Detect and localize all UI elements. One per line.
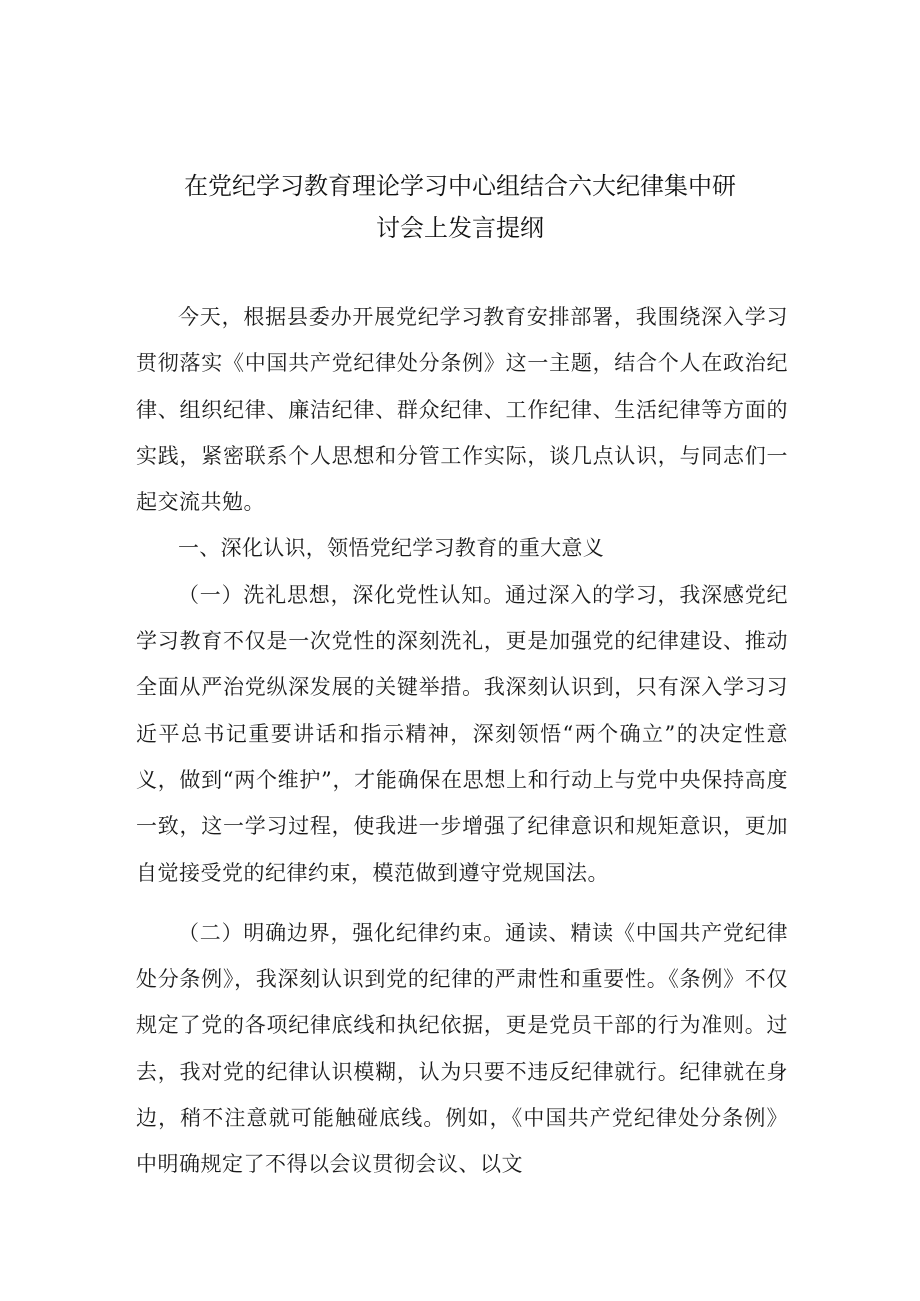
document-title [100, 165, 820, 249]
section-1-paragraph-1: （一）洗礼思想，深化党性认知。通过深入的学习，我深感党纪学习教育不仅是一次党性的深刻洗礼，更是加强党的纪律建设、推动全面从严治党纵深发展的关键举措。我深刻认识到，只有深入学习习近平总书记重要讲话和指示精神，深刻领悟“两个确立”的决定性意义，做到“两个维护”，才能确保在思想上和行动上与党中央保持高度一致，这一学习过程，使我进一步增强了纪律意识和规矩意识，更加自觉接受党的纪律约束，模范做到遵守党规国法。 [136, 582, 788, 885]
title-line-1: 在党纪学习教育理论学习中心组结合六大纪律集中研 [184, 172, 736, 200]
document-body [136, 294, 788, 1188]
paragraph-gap [136, 896, 788, 910]
section-1-heading: 一、深化认识，领悟党纪学习教育的重大意义 [178, 536, 604, 561]
section-1-paragraph-2: （二）明确边界，强化纪律约束。通读、精读《中国共产党纪律处分条例》，我深刻认识到党的纪律的严肃性和重要性。《条例》不仅规定了党的各项纪律底线和执纪依据，更是党员干部的行为准则。过去，我对党的纪律认识模糊，认为只要不违反纪律就行。纪律就在身边，稍不注意就可能触碰底线。例如，《中国共产党纪律处分条例》中明确规定了不得以会议贯彻会议、以文 [136, 920, 788, 1177]
title-line-2: 讨会上发言提纲 [376, 214, 544, 242]
intro-paragraph: 今天，根据县委办开展党纪学习教育安排部署，我围绕深入学习贯彻落实《中国共产党纪律处分条例》这一主题，结合个人在政治纪律、组织纪律、廉洁纪律、群众纪律、工作纪律、生活纪律等方面的实践，紧密联系个人思想和分管工作实际，谈几点认识，与同志们一起交流共勉。 [136, 305, 788, 515]
